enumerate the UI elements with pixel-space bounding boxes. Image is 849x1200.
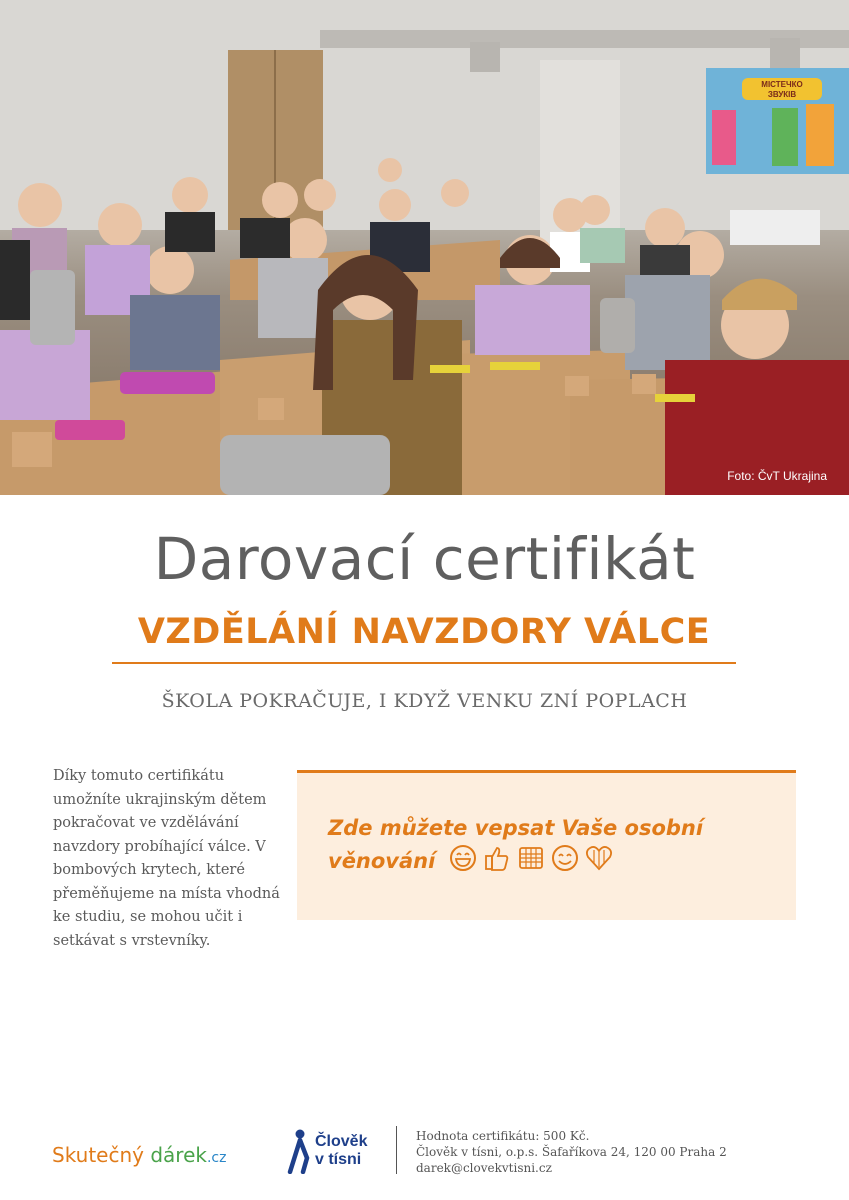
logo-clovek-line2: v tísni [315, 1151, 362, 1168]
poster-title-1: МІСТЕЧКО [761, 80, 803, 89]
certificate-title: Darovací certifikát [153, 525, 696, 593]
grinning-face-icon [449, 844, 477, 872]
smiling-face-icon [551, 844, 579, 872]
dedication-emojis [449, 844, 613, 872]
logo-part-darek: dárek [150, 1143, 207, 1167]
logo-part-cz: .cz [206, 1150, 227, 1166]
contact-email[interactable]: darek@clovekvtisni.cz [416, 1161, 552, 1175]
photo-credit: Foto: ČvT Ukrajina [727, 469, 827, 483]
organization-address: Člověk v tísni, o.p.s. Šafaříkova 24, 120 00 Praha 2 [416, 1145, 727, 1159]
clovek-v-tisni-logo[interactable] [287, 1128, 368, 1178]
waffle-icon [517, 844, 545, 872]
footer-divider [396, 1126, 397, 1174]
dedication-box[interactable] [297, 770, 796, 920]
certificate-subtitle: VZDĚLÁNÍ NAVZDORY VÁLCE [112, 612, 736, 664]
logo-part-skutecny: Skutečný [52, 1143, 144, 1167]
heart-icon [585, 844, 613, 872]
person-icon [287, 1128, 313, 1174]
poster-title-2: ЗВУКІВ [767, 90, 797, 99]
dedication-placeholder [328, 813, 768, 877]
certificate-tagline: ŠKOLA POKRAČUJE, I KDYŽ VENKU ZNÍ POPLACH [161, 690, 688, 712]
footer [0, 1120, 849, 1180]
skutecny-darek-logo[interactable] [52, 1143, 226, 1167]
certificate-description: Díky tomuto certifikátu umožníte ukrajinským dětem pokračovat ve vzdělávání navzdory probíhající válce. V bombových krytech, které přeměňujeme na místa vhodná ke studiu, se mohou učit i setkávat s vrstevníky. [53, 768, 280, 949]
certificate-value: Hodnota certifikátu: 500 Kč. [416, 1129, 590, 1143]
footer-contact [416, 1128, 727, 1176]
logo-clovek-line1: Člověk [315, 1133, 368, 1150]
classroom-photo [0, 0, 849, 495]
thumbs-up-icon [483, 844, 511, 872]
classroom-illustration [0, 0, 849, 495]
dedication-text: Zde můžete vepsat Vaše osobní věnování [328, 816, 704, 873]
